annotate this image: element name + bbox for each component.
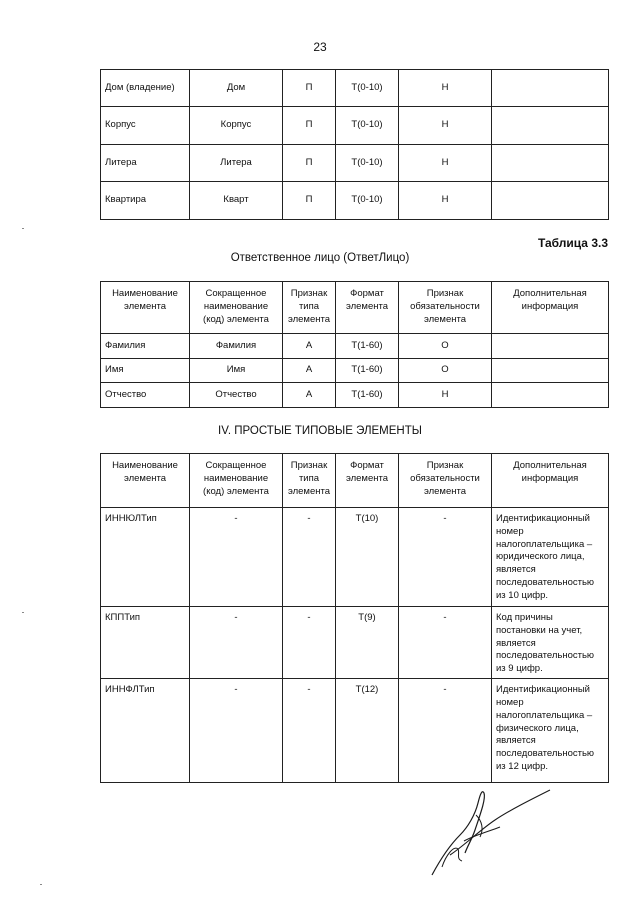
element-info-cell: Код причины постановки на учет, является последовательностью из 9 цифр. — [492, 607, 609, 679]
table-row — [101, 508, 609, 607]
element-info-cell — [492, 182, 609, 220]
element-required-cell: Н — [399, 107, 492, 145]
element-info-cell — [492, 107, 609, 145]
element-format-cell: Т(0-10) — [336, 70, 399, 107]
table-row — [101, 334, 609, 359]
element-required-cell: Н — [399, 383, 492, 408]
column-header: Наименование элемента — [101, 454, 190, 508]
address-table — [100, 69, 609, 220]
element-code-cell: Корпус — [190, 107, 283, 145]
table-row — [101, 359, 609, 383]
element-code-cell: Кварт — [190, 182, 283, 220]
element-info-cell: Идентификационный номер налогоплательщика – физического лица, является последовательностью из 12 цифр. — [492, 679, 609, 783]
column-header: Сокращенное наименование (код) элемента — [190, 282, 283, 334]
element-format-cell: Т(1-60) — [336, 383, 399, 408]
signature — [420, 775, 560, 885]
column-header: Формат элемента — [336, 282, 399, 334]
column-header: Дополнительная информация — [492, 282, 609, 334]
table-row — [101, 679, 609, 783]
element-info-cell — [492, 383, 609, 408]
element-type-cell: П — [283, 145, 336, 182]
table-header-row — [101, 454, 609, 508]
element-type-cell: - — [283, 508, 336, 607]
element-info-cell — [492, 334, 609, 359]
table-row — [101, 70, 609, 107]
element-code-cell: Литера — [190, 145, 283, 182]
column-header: Признак типа элемента — [283, 454, 336, 508]
element-name-cell: ИННЮЛТип — [101, 508, 190, 607]
responsible-person-table — [100, 281, 609, 408]
element-info-cell — [492, 145, 609, 182]
element-name-cell: Дом (владение) — [101, 70, 190, 107]
element-type-cell: П — [283, 182, 336, 220]
simple-types-table — [100, 453, 609, 783]
element-required-cell: О — [399, 334, 492, 359]
element-type-cell: А — [283, 359, 336, 383]
element-type-cell: - — [283, 607, 336, 679]
scan-mark — [40, 884, 42, 885]
table-row — [101, 383, 609, 408]
element-format-cell: Т(1-60) — [336, 334, 399, 359]
element-info-cell — [492, 70, 609, 107]
element-code-cell: - — [190, 607, 283, 679]
column-header: Наименование элемента — [101, 282, 190, 334]
element-name-cell: Литера — [101, 145, 190, 182]
element-required-cell: - — [399, 607, 492, 679]
column-header: Признак обязательности элемента — [399, 282, 492, 334]
table-row — [101, 607, 609, 679]
element-info-cell: Идентификационный номер налогоплательщика – юридического лица, является последовательностью из 10 цифр. — [492, 508, 609, 607]
page-number: 23 — [313, 40, 327, 54]
element-code-cell: - — [190, 508, 283, 607]
element-name-cell: Имя — [101, 359, 190, 383]
column-header: Дополнительная информация — [492, 454, 609, 508]
scan-mark — [22, 228, 24, 229]
element-type-cell: П — [283, 107, 336, 145]
scan-mark — [22, 612, 24, 613]
element-code-cell: Имя — [190, 359, 283, 383]
column-header: Признак типа элемента — [283, 282, 336, 334]
element-info-cell — [492, 359, 609, 383]
column-header: Признак обязательности элемента — [399, 454, 492, 508]
element-format-cell: Т(0-10) — [336, 182, 399, 220]
element-format-cell: Т(0-10) — [336, 145, 399, 182]
element-name-cell: Фамилия — [101, 334, 190, 359]
element-required-cell: - — [399, 679, 492, 783]
element-name-cell: ИННФЛТип — [101, 679, 190, 783]
element-format-cell: Т(9) — [336, 607, 399, 679]
element-required-cell: Н — [399, 182, 492, 220]
element-name-cell: Отчество — [101, 383, 190, 408]
element-required-cell: - — [399, 508, 492, 607]
element-required-cell: Н — [399, 70, 492, 107]
table-row — [101, 107, 609, 145]
element-code-cell: Дом — [190, 70, 283, 107]
table-row — [101, 182, 609, 220]
element-format-cell: Т(10) — [336, 508, 399, 607]
element-format-cell: Т(0-10) — [336, 107, 399, 145]
element-type-cell: А — [283, 383, 336, 408]
element-format-cell: Т(1-60) — [336, 359, 399, 383]
table-row — [101, 145, 609, 182]
table-title: Ответственное лицо (ОтветЛицо) — [230, 252, 410, 264]
table-label: Таблица 3.3 — [537, 236, 608, 250]
element-code-cell: Фамилия — [190, 334, 283, 359]
element-type-cell: П — [283, 70, 336, 107]
element-name-cell: Квартира — [101, 182, 190, 220]
element-code-cell: - — [190, 679, 283, 783]
element-type-cell: - — [283, 679, 336, 783]
element-name-cell: КППТип — [101, 607, 190, 679]
section-title: IV. ПРОСТЫЕ ТИПОВЫЕ ЭЛЕМЕНТЫ — [218, 425, 422, 437]
element-required-cell: О — [399, 359, 492, 383]
column-header: Сокращенное наименование (код) элемента — [190, 454, 283, 508]
element-type-cell: А — [283, 334, 336, 359]
table-header-row — [101, 282, 609, 334]
element-required-cell: Н — [399, 145, 492, 182]
element-code-cell: Отчество — [190, 383, 283, 408]
element-name-cell: Корпус — [101, 107, 190, 145]
column-header: Формат элемента — [336, 454, 399, 508]
element-format-cell: Т(12) — [336, 679, 399, 783]
